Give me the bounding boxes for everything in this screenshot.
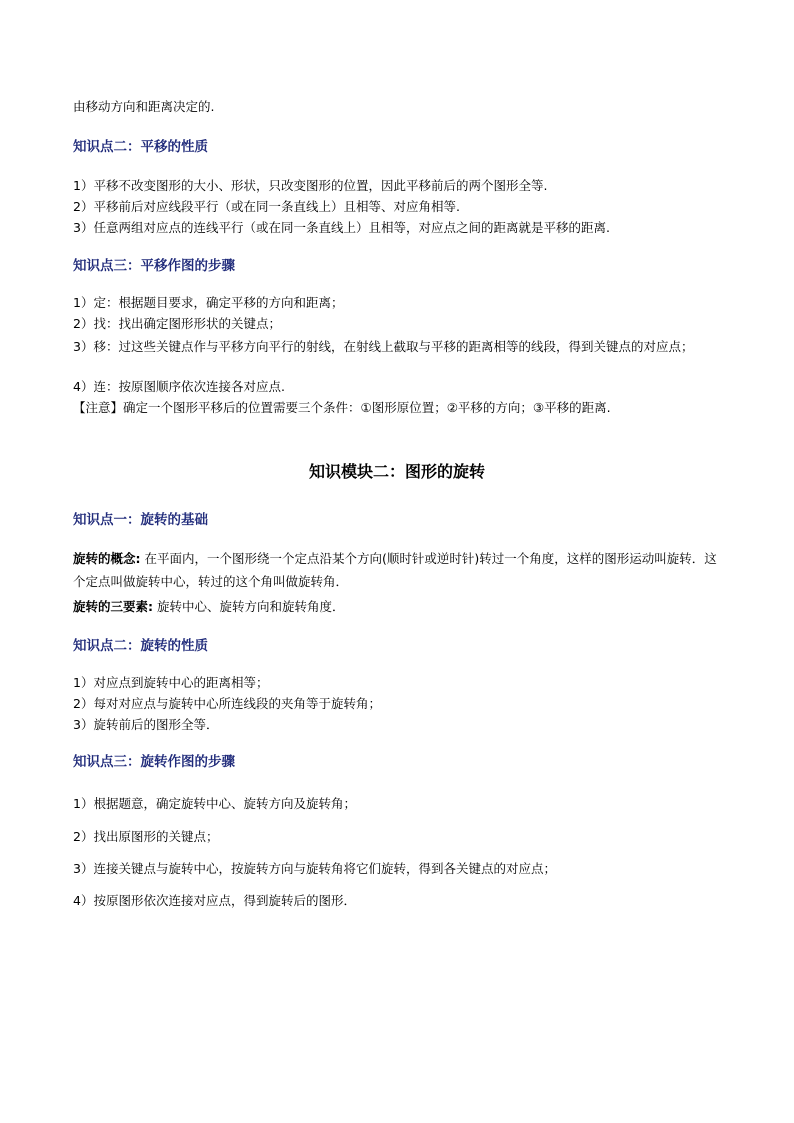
rotation-elements-text: 旋转中心、旋转方向和旋转角度．	[153, 599, 345, 614]
translation-step-2: 2）找：找出确定图形形状的关键点；	[73, 316, 281, 331]
translation-note: 【注意】确定一个图形平移后的位置需要三个条件：①图形原位置；②平移的方向；③平移的距离.	[73, 400, 611, 415]
rotation-elements-paragraph	[73, 598, 733, 616]
module-two-title: 知识模块二：图形的旋转	[308, 462, 485, 481]
rotation-property-1: 1）对应点到旋转中心的距离相等；	[73, 675, 269, 690]
translation-steps-heading: 知识点三：平移作图的步骤	[73, 258, 235, 274]
rotation-step-4: 4）按原图形依次连接对应点，得到旋转后的图形．	[73, 893, 356, 908]
translation-property-3: 3）任意两组对应点的连线平行（或在同一条直线上）且相等，对应点之间的距离就是平移的距离.	[73, 220, 610, 235]
rotation-elements-term: 旋转的三要素:	[73, 599, 153, 614]
translation-step-3: 3）移：过这些关键点作与平移方向平行的射线，在射线上截取与平移的距离相等的线段，得到关键点的对应点；	[73, 339, 694, 354]
rotation-properties-heading: 知识点二：旋转的性质	[73, 638, 208, 654]
rotation-property-2: 2）每对对应点与旋转中心所连线段的夹角等于旋转角；	[73, 696, 381, 711]
rotation-step-2: 2）找出原图形的关键点；	[73, 829, 219, 844]
translation-property-1: 1）平移不改变图形的大小、形状，只改变图形的位置，因此平移前后的两个图形全等.	[73, 178, 548, 193]
translation-step-4: 4）连：按原图顺序依次连接各对应点.	[73, 379, 285, 394]
rotation-basics-heading: 知识点一：旋转的基础	[73, 512, 208, 528]
rotation-step-1: 1）根据题意，确定旋转中心、旋转方向及旋转角；	[73, 796, 356, 811]
rotation-step-3: 3）连接关键点与旋转中心，按旋转方向与旋转角将它们旋转，得到各关键点的对应点；	[73, 861, 556, 876]
rotation-concept-text: 在平面内，一个图形绕一个定点沿某个方向(顺时针或逆时针)转过一个角度，这样的图形运动叫旋转．这个定点叫做旋转中心，转过的这个角叫做旋转角．	[73, 551, 717, 589]
translation-property-2: 2）平移前后对应线段平行（或在同一条直线上）且相等、对应角相等.	[73, 199, 460, 214]
rotation-steps-heading: 知识点三：旋转作图的步骤	[73, 754, 235, 770]
rotation-property-3: 3）旋转前后的图形全等．	[73, 717, 219, 732]
translation-step-1: 1）定：根据题目要求，确定平移的方向和距离；	[73, 295, 344, 310]
intro-tail-text: 由移动方向和距离决定的.	[73, 99, 215, 114]
rotation-concept-term: 旋转的概念:	[73, 551, 141, 566]
rotation-concept-paragraph	[73, 547, 728, 593]
translation-properties-heading: 知识点二：平移的性质	[73, 139, 208, 155]
